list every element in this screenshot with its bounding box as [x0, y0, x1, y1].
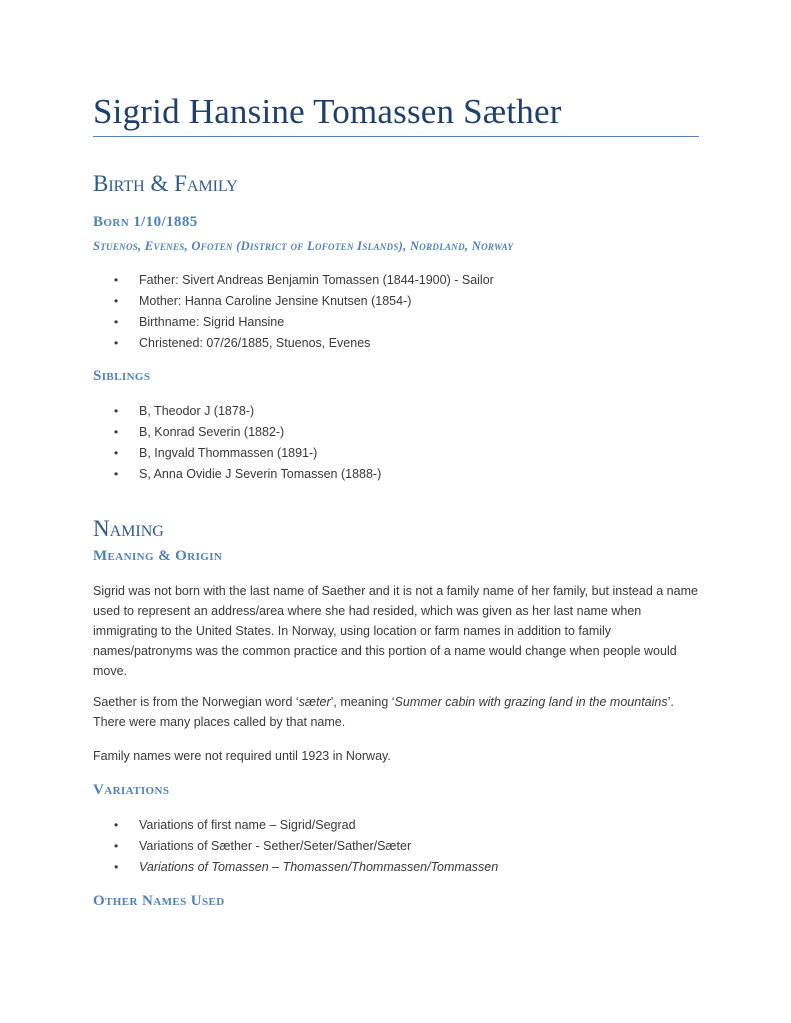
- list-item: • Mother: Hanna Caroline Jensine Knutsen (1854-): [93, 291, 494, 312]
- heading-variations: Variations: [93, 782, 170, 798]
- word-meaning: Summer cabin with grazing land in the mountains: [394, 695, 668, 709]
- variations-list: [93, 815, 498, 878]
- heading-meaning-origin: Meaning & Origin: [93, 548, 223, 564]
- list-item: • B, Konrad Severin (1882-): [93, 422, 381, 443]
- siblings-list: [93, 401, 381, 485]
- heading-born: Born 1/10/1885: [93, 214, 198, 230]
- title-underline: [93, 136, 699, 137]
- text-span: ’. There were many places called by that name.: [93, 695, 674, 729]
- list-item: • Variations of Sæther - Sether/Seter/Sather/Sæter: [93, 836, 498, 857]
- list-item: • Variations of first name – Sigrid/Segrad: [93, 815, 498, 836]
- word-saeter: sæter: [298, 695, 331, 709]
- list-item: • B, Theodor J (1878-): [93, 401, 381, 422]
- list-item: • Birthname: Sigrid Hansine: [93, 312, 494, 333]
- heading-other-names: Other Names Used: [93, 893, 225, 909]
- list-item: • B, Ingvald Thommassen (1891-): [93, 443, 381, 464]
- paragraph-saether: [93, 692, 703, 732]
- text-span: Saether is from the Norwegian word ‘: [93, 695, 299, 709]
- heading-siblings: Siblings: [93, 368, 151, 384]
- birth-place: Stuenos, Evenes, Ofoten (District of Lofoten Islands), Nordland, Norway: [93, 239, 514, 253]
- heading-birth-family: Birth & Family: [93, 171, 238, 196]
- birth-details-list: [93, 270, 494, 354]
- list-item: • Father: Sivert Andreas Benjamin Tomassen (1844-1900) - Sailor: [93, 270, 494, 291]
- paragraph-origin: Sigrid was not born with the last name of Saether and it is not a family name of her family, but instead a name used to represent an address/area where she had resided, which was given as her last name when immigrating to the United States. In Norway, using location or farm names in addition to family names/patronyms was the common practice and this portion of a name would change when people would move.: [93, 584, 698, 678]
- list-item: • S, Anna Ovidie J Severin Tomassen (1888-): [93, 464, 381, 485]
- paragraph-family-names: Family names were not required until 1923 in Norway.: [93, 749, 391, 763]
- heading-naming: Naming: [93, 516, 164, 541]
- text-span: ’, meaning ‘: [330, 695, 395, 709]
- document-title: Sigrid Hansine Tomassen Sæther: [93, 92, 562, 131]
- list-item: • Variations of Tomassen – Thomassen/Thommassen/Tommassen: [93, 857, 498, 878]
- list-item: • Christened: 07/26/1885, Stuenos, Evenes: [93, 333, 494, 354]
